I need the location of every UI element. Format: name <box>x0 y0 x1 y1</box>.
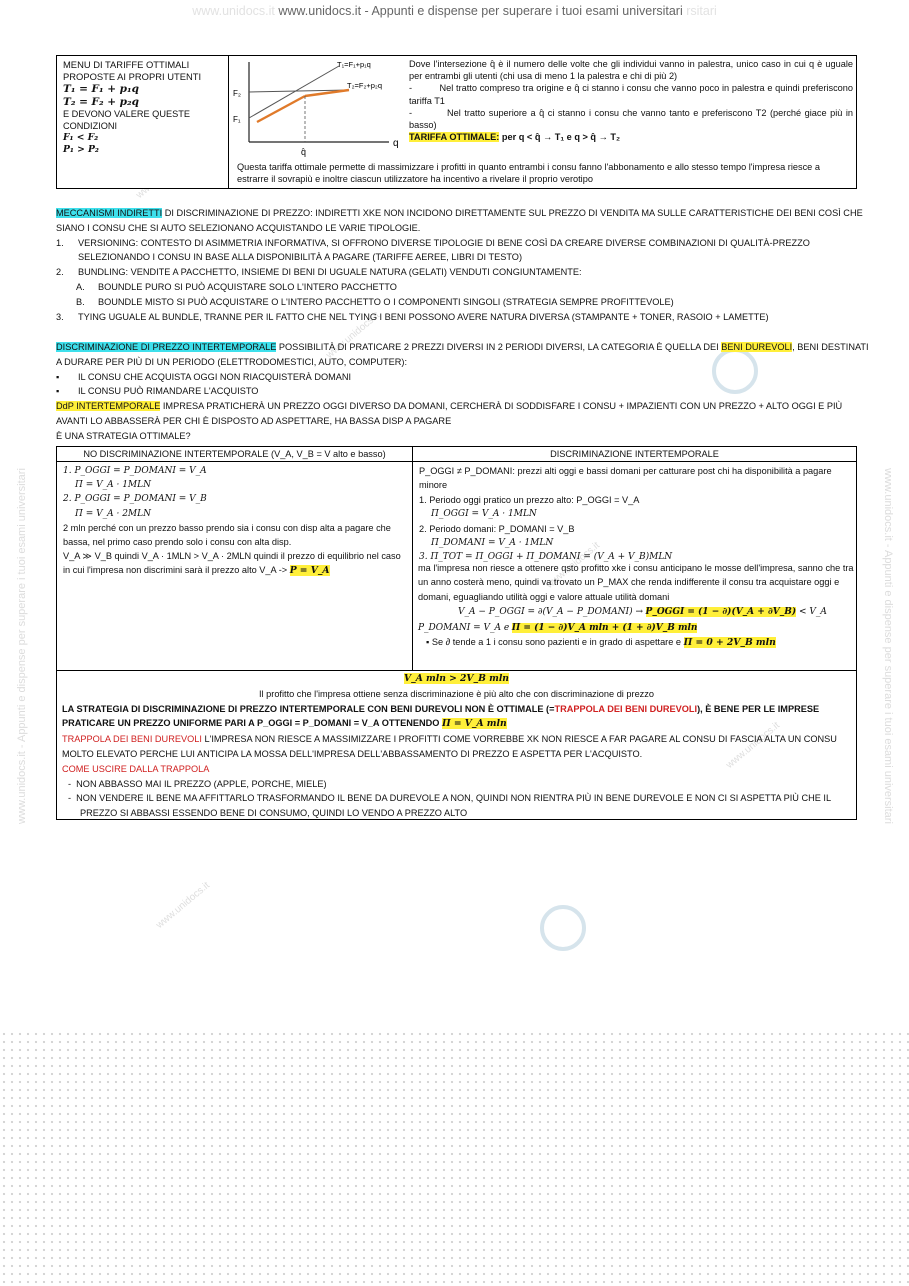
condition-text: Il profitto che l'impresa ottiene senza discriminazione è più alto che con discriminazione di prezzo <box>259 688 654 699</box>
tariff-t2: T₂ = F₂ + p₂q <box>63 95 139 108</box>
tariff-optimal-label: TARIFFA OTTIMALE: <box>409 132 500 143</box>
intertemporal-intro <box>56 340 876 370</box>
patient-profit-formula: Π = 0 + 2V_B mln <box>683 637 776 649</box>
intertemporal-bullet-2: ▪ IL CONSU PUÒ RIMANDARE L'ACQUISTO <box>56 386 259 397</box>
graph-label-t1: T₁=F₁+p₁q <box>337 60 371 69</box>
intertemporal-bullet-1-text: IL CONSU CHE ACQUISTA OGGI NON RIACQUISTERÀ DOMANI <box>78 371 352 382</box>
tariff-title: MENU DI TARIFFE OTTIMALI PROPOSTE AI PROPRI UTENTI <box>63 59 202 83</box>
d-line-1: P_OGGI ≠ P_DOMANI: prezzi alti oggi e bassi domani per catturare post chi ha disponibilità a pagare minore <box>419 466 832 491</box>
indirect-item-3-text: TYING UGUALE AL BUNDLE, TRANNE PER IL FATTO CHE NEL TYING I BENI POSSONO AVERE NATURA DIVERSA (STAMPANTE + TONER, RASOIO + LAMETTE) <box>78 311 769 322</box>
tariff-expl-2: Nel tratto compreso tra origine e q̂ ci stanno i consu che vanno poco in palestra e quindi preferiscono tariffa T1 <box>409 83 853 106</box>
indirect-text: DI DISCRIMINAZIONE DI PREZZO: INDIRETTI XKE NON INCIDONO DIRETTAMENTE SUL PREZZO DI VENDITA MA SULLE CARATTERISTICHE DEI BENI COSÌ CHE SIANO I CONSU CHE SI AUTO SELEZIONANO ACQUISTANDO LE VARIE TIPOLOGIE. <box>56 208 863 233</box>
intertemporal-section <box>56 340 876 444</box>
d-line-10: ▪ Se ∂ tende a 1 i consu sono pazienti e in grado di aspettare e Π = 0 + 2V_B mln <box>426 637 776 649</box>
strategy-text: LA STRATEGIA DI DISCRIMINAZIONE DI PREZZO INTERTEMPORALE CON BENI DUREVOLI NON È OTTIMALE (= <box>62 703 555 714</box>
trap-paragraph <box>62 732 851 762</box>
indirect-item-2-text: BUNDLING: VENDITE A PACCHETTO, INSIEME DI BENI DI UGUALE NATURA (GELATI) VENDUTI CONGIUNTAMENTE: <box>78 267 582 278</box>
d-line-9-text: P_DOMANI = V_A e <box>418 622 510 633</box>
graph-label-t2: T₂=F₂+p₂q <box>347 81 382 90</box>
tariff-optimal-row <box>409 131 853 143</box>
no-discrimination-header: NO DISCRIMINAZIONE INTERTEMPORALE (V_A, V_B = V alto e basso) <box>57 447 412 462</box>
indirect-title: MECCANISMI INDIRETTI <box>56 208 163 218</box>
graph-label-q: q <box>393 138 399 149</box>
exit-item-2-text: NON VENDERE IL BENE MA AFFITTARLO TRASFORMANDO IL BENE DA DUREVOLE A NON, QUINDI NON RIENTRA PIÙ IN BENE DUREVOLE E NON CI SI ASPETTA PIÙ CHE IL PREZZO SI ABBASSI ESSENDO BENE DI CONSUMO, QUINDI LO VENDO A PREZZO ALTO <box>76 793 831 819</box>
indirect-intro <box>56 206 876 236</box>
exit-item-1-text: NON ABBASSO MAI IL PREZZO (APPLE, PORCHE, MIELE) <box>76 778 327 789</box>
strategy-question: È UNA STRATEGIA OTTIMALE? <box>56 430 191 441</box>
uniform-profit-formula: Π = V_A mln <box>441 718 507 730</box>
nd-line-5: 2 mln perché con un prezzo basso prendo sia i consu con disp alta a pagare che bassa, nel primo caso prendo solo i consu con alta disp. <box>63 522 391 548</box>
indirect-item-2a-text: BOUNDLE PURO SI PUÒ ACQUISTARE SOLO L'INTERO PACCHETTO <box>98 281 397 292</box>
strategy-paragraph <box>62 702 851 733</box>
indirect-item-2: 2. BUNDLING: VENDITE A PACCHETTO, INSIEME DI BENI DI UGUALE NATURA (GELATI) VENDUTI CONGIUNTAMENTE: <box>56 267 582 278</box>
beni-durevoli-label: BENI DUREVOLI <box>721 342 793 352</box>
indirect-item-1-text: VERSIONING: CONTESTO DI ASIMMETRIA INFORMATIVA, SI OFFRONO DIVERSE TIPOLOGIE DI BENE COSÌ DA CREARE DIVERSE COMBINAZIONI DI QUALITÀ-PREZZO SELEZIONANDO I CONSU IN BASE ALLA DISPONIBILITÀ A PAGARE (TARIFFE AEREE, LIBRI DI TESTO) <box>78 237 810 263</box>
d-line-5: Π_DOMANI = V_A · 1MLN <box>431 538 554 549</box>
trap-text: L'IMPRESA NON RIESCE A MASSIMIZZARE I PROFITTI COME VORREBBE XK NON RIESCE A FAR PAGARE AL CONSU DI FASCIA ALTA UN CONSU MOLTO ELEVATO PERCHE LUI ANTICIPA LA MOSSA DELL'IMPRESA DELL'ABBASSAMENTO DI PREZZO E ASPETTA PER L'ACQUISTO. <box>62 734 837 759</box>
nd-line-6 <box>63 549 406 578</box>
intertemporal-text-2: , BENI DESTINATI A DURARE PER PIÙ DI UN PERIODO (ELETTRODOMESTICI, AUTO, COMPUTER): <box>56 342 869 367</box>
graph-label-qhat: q̂ <box>301 147 307 157</box>
d-line-8-end: < V_A <box>796 607 827 618</box>
watermark-5: www.unidocs.it <box>724 720 782 771</box>
tariff-expl-3-row: - Nel tratto superiore a q̂ ci stanno i consu che vanno tanto e preferiscono T2 (perché giace più in basso) <box>409 107 854 131</box>
tariff-graph <box>229 56 405 160</box>
discrimination-header: DISCRIMINAZIONE INTERTEMPORALE <box>413 447 856 462</box>
nd-line-3: 2. P_OGGI = P_DOMANI = V_B <box>63 494 207 505</box>
tariff-expl-3: Nel tratto superiore a q̂ ci stanno i consu che vanno tanto e preferiscono T2 (perché giace più in basso) <box>409 107 854 131</box>
d-line-10-text: Se ∂ tende a 1 i consu sono pazienti e in grado di aspettare e <box>431 637 682 648</box>
d-line-8-text: V_A − P_OGGI = ∂(V_A − P_DOMANI) → <box>458 607 644 618</box>
d-line-6: 3. Π_TOT = Π_OGGI + Π_DOMANI = (V_A + V_B)MLN <box>419 552 673 563</box>
tariff-expl-2-row: - Nel tratto compreso tra origine e q̂ ci stanno i consu che vanno poco in palestra e quindi preferiscono tariffa T1 <box>409 83 853 106</box>
no-discrimination-body <box>57 462 412 581</box>
tariff-t1: T₁ = F₁ + p₁q <box>63 83 139 96</box>
indirect-item-2b-text: BOUNDLE MISTO SI PUÒ ACQUISTARE O L'INTERO PACCHETTO O I COMPONENTI SINGOLI (STRATEGIA SEMPRE PROFITTEVOLE) <box>98 296 674 307</box>
header-text: www.unidocs.it - Appunti e dispense per superare i tuoi esami universitari <box>278 4 683 18</box>
dot-pattern <box>0 1030 909 1286</box>
side-watermark-left: www.unidocs.it - Appunti e dispense per superare i tuoi esami universitari <box>16 468 28 824</box>
nd-line-6-text: V_A ≫ V_B quindi V_A · 1MLN > V_A · 2MLN quindi il prezzo di equilibrio nel caso in cui l'impresa non discrimini sarà il prezzo alto V_A -> <box>63 551 401 576</box>
d-line-8 <box>418 604 854 619</box>
intertemporal-title: DISCRIMINAZIONE DI PREZZO INTERTEMPORALE <box>56 342 277 352</box>
profit-formula: Π = (1 − ∂)V_A mln + (1 + ∂)V_B mln <box>511 622 698 633</box>
d-line-3: Π_OGGI = V_A · 1MLN <box>431 509 537 520</box>
watermark-4: www.unidocs.it <box>154 880 212 931</box>
watermark-3: www.unidocs.it <box>544 540 602 591</box>
indirect-item-1: 1. VERSIONING: CONTESTO DI ASIMMETRIA INFORMATIVA, SI OFFRONO DIVERSE TIPOLOGIE DI BENE COSÌ DA CREARE DIVERSE COMBINAZIONI DI QUALITÀ-PREZZO SELEZIONANDO I CONSU IN BASE ALLA DISPONIBILITÀ A PAGARE (TARIFFE AEREE, LIBRI DI TESTO) <box>56 237 810 263</box>
tariff-menu-table <box>56 55 857 189</box>
ddp-text: IMPRESA PRATICHERÀ UN PREZZO OGGI DIVERSO DA DOMANI, CERCHERÀ DI SODDISFARE I CONSU + IMPAZIENTI CON UN PREZZO + ALTO OGGI E PIÙ AVANTI LO ABBASSERÀ PER CHI È DISPOSTO AD ASPETTARE, HA BASSA DISP A PAGARE <box>56 401 843 426</box>
condition-formula: V_A mln > 2V_B mln <box>403 673 509 684</box>
intertemporal-bullet-1: ▪ IL CONSU CHE ACQUISTA OGGI NON RIACQUISTERÀ DOMANI <box>56 371 352 382</box>
nd-line-2: Π = V_A · 1MLN <box>75 480 151 491</box>
exit-item-1: - NON ABBASSO MAI IL PREZZO (APPLE, PORCHE, MIELE) <box>68 778 327 789</box>
p-oggi-formula: P_OGGI = (1 − ∂)(V_A + ∂V_B) <box>645 607 797 618</box>
tariff-bottom-text: Questa tariffa ottimale permette di massimizzare i profitti in quanto entrambi i consu fanno l'abbonamento e allo stesso tempo l'impresa riesce a estrarre il sovrapiù e inoltre ciascun utilizzatore ha incentivo a rivelare il proprio verotipo <box>237 162 820 185</box>
discrimination-continuation <box>418 561 854 650</box>
indirect-item-2b: B. BOUNDLE MISTO SI PUÒ ACQUISTARE O L'INTERO PACCHETTO O I COMPONENTI SINGOLI (STRATEGIA SEMPRE PROFITTEVOLE) <box>76 296 674 307</box>
intertemporal-bullet-2-text: IL CONSU PUÒ RIMANDARE L'ACQUISTO <box>78 386 259 397</box>
strategy-text-2: ), È BENE PER LE IMPRESE PRATICARE UN PREZZO UNIFORME PARI A P_OGGI = P_DOMANI = V_A OTTENENDO <box>62 703 820 729</box>
tariff-cond-2: P₁ > P₂ <box>63 144 99 156</box>
watermark-2: www.unidocs.it <box>324 310 382 361</box>
header-ghost-right: rsitari <box>686 4 717 18</box>
header-ghost-left: www.unidocs.it <box>192 4 275 18</box>
tariff-left-cell <box>57 56 229 188</box>
nd-line-1: 1. P_OGGI = P_DOMANI = V_A <box>63 466 207 476</box>
indirect-mechanisms-section <box>56 206 876 324</box>
tariff-graph-svg <box>229 56 405 160</box>
indirect-item-3: 3. TYING UGUALE AL BUNDLE, TRANNE PER IL FATTO CHE NEL TYING I BENI POSSONO AVERE NATURA DIVERSA (STAMPANTE + TONER, RASOIO + LAMETTE) <box>56 311 769 322</box>
ddp-paragraph <box>56 399 876 429</box>
indirect-item-2a: A. BOUNDLE PURO SI PUÒ ACQUISTARE SOLO L'INTERO PACCHETTO <box>76 281 397 292</box>
discrimination-body <box>413 462 856 567</box>
conclusion-area <box>56 670 857 820</box>
condition-row <box>62 671 851 687</box>
tariff-conditions-title: E DEVONO VALERE QUESTE CONDIZIONI <box>63 108 190 132</box>
nd-equilibrium-price: P = V_A <box>289 565 330 577</box>
graph-label-f1: F₁ <box>233 115 241 124</box>
trap-label-inline: TRAPPOLA DEI BENI DUREVOLI <box>554 703 698 714</box>
trap-label: TRAPPOLA DEI BENI DUREVOLI <box>62 734 202 745</box>
intertemporal-text: POSSIBILITÀ DI PRATICARE 2 PREZZI DIVERSI IN 2 PERIODI DIVERSI, LA CATEGORIA È QUELLA DEI <box>276 342 722 352</box>
ddp-label: DdP INTERTEMPORALE <box>56 401 161 412</box>
no-discrimination-col <box>57 447 413 671</box>
d-line-9 <box>418 620 854 635</box>
page-header <box>0 4 909 18</box>
graph-label-f2: F₂ <box>233 89 241 98</box>
nd-line-4: Π = V_A · 2MLN <box>75 508 151 519</box>
d-line-7: ma l'impresa non riesce a ottenere qsto profitto xke i consu anticipano le mosse dell'impresa, sanno che tra un anno costerà meno, quindi va trovato un P_MAX che renda indifferente il consu tra acquistare oggi e domani, eguagliando utilità oggi e valore attuale utilità domani <box>418 563 854 602</box>
logo-circle-2 <box>540 905 586 951</box>
side-watermark-right: www.unidocs.it - Appunti e dispense per superare i tuoi esami universitari <box>882 468 894 824</box>
d-line-2: 1. Periodo oggi pratico un prezzo alto: P_OGGI = V_A <box>419 494 640 505</box>
exit-title: COME USCIRE DALLA TRAPPOLA <box>62 763 210 774</box>
tariff-expl-1: Dove l'intersezione q̂ è il numero delle volte che gli individui vanno in palestra, unico caso in cui q è uguale per entrambi gli utenti (chi usa di meno 1 la palestra e chi di più 2) <box>409 59 853 82</box>
tariff-cond-1: F₁ < F₂ <box>63 132 99 144</box>
tariff-optimal-text: per q < q̂ → T₁ e q > q̂ → T₂ <box>499 132 621 143</box>
d-line-4: 2. Periodo domani: P_DOMANI = V_B <box>419 523 575 534</box>
exit-item-2: - NON VENDERE IL BENE MA AFFITTARLO TRASFORMANDO IL BENE DA DUREVOLE A NON, QUINDI NON RIENTRA PIÙ IN BENE DUREVOLE E NON CI SI ASPETTA PIÙ CHE IL PREZZO SI ABBASSI ESSENDO BENE DI CONSUMO, QUINDI LO VENDO A PREZZO ALTO <box>68 793 831 819</box>
tariff-explanation <box>405 56 857 160</box>
